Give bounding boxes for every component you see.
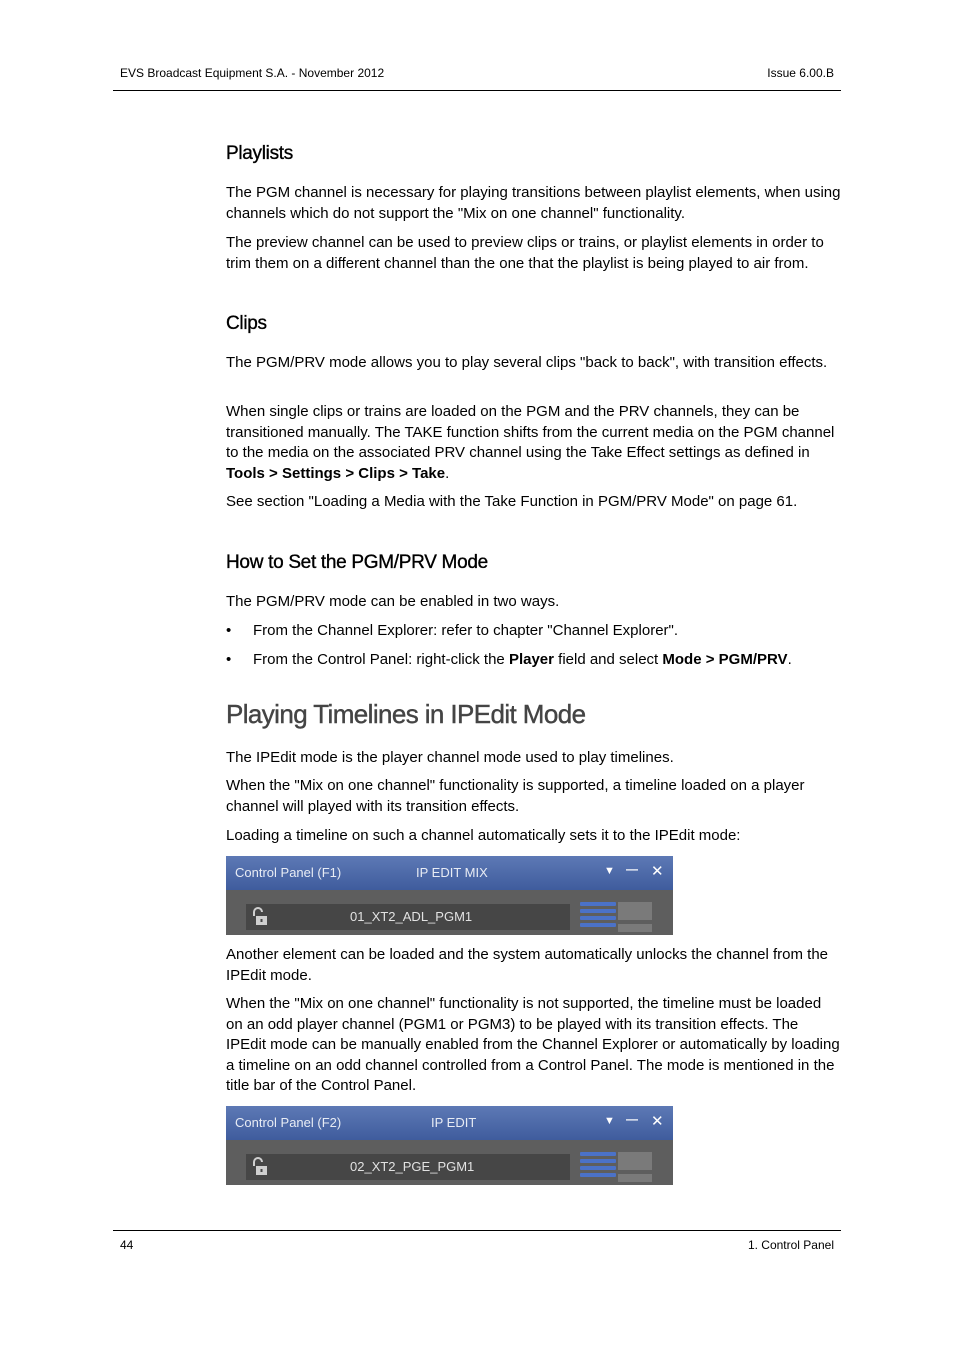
howto-b2-b: field and select — [553, 651, 663, 668]
howto-bullet-2 — [253, 650, 843, 671]
howto-intro: The PGM/PRV mode can be enabled in two ways. — [226, 593, 560, 610]
panel-button-lower[interactable] — [618, 1174, 652, 1182]
panel-title-bar[interactable] — [226, 1106, 673, 1140]
header-left: EVS Broadcast Equipment S.A. - November 2012 — [120, 66, 385, 80]
clips-p2-menu-path: Tools > Settings > Clips > Take — [226, 464, 446, 482]
close-icon[interactable]: ✕ — [651, 863, 664, 880]
panel-mode-label: IP EDIT — [431, 1115, 477, 1130]
loaded-clip-name: 01_XT2_ADL_PGM1 — [350, 909, 473, 924]
clips-heading: Clips — [226, 313, 267, 334]
ipedit-paragraph-2: When the "Mix on one channel" functionality is supported, a timeline loaded on a player channel will played with its transition effects. — [226, 777, 805, 815]
header-right: Issue 6.00.B — [767, 66, 834, 80]
footer-chapter: 1. Control Panel — [747, 1238, 834, 1252]
loaded-clip-name: 02_XT2_PGE_PGM1 — [350, 1159, 475, 1174]
ipedit-paragraph-5: When the "Mix on one channel" functionality is not supported, the timeline must be loaded on an odd player channel (PGM1 or PGM3) to be played with its transition effects. The IPEdit mode can be manually enabled from the Channel Explorer or automatically by loading a timeline on an odd channel controlled from a Control Panel. The mode is mentioned in the title bar of the Control Panel. — [226, 995, 840, 1094]
control-panel-f2 — [226, 1106, 673, 1185]
clips-p2-text: When single clips or trains are loaded on the PGM and the PRV channels, they can be transitioned manually. The TAKE function shifts from the current media on the PGM channel to the media on the associated PRV channel using the Take Effect settings as defined in — [226, 403, 835, 461]
minimize-icon[interactable]: — — [626, 862, 638, 876]
howto-b2-mode: Mode > PGM/PRV — [662, 651, 788, 668]
howto-bullet-1: From the Channel Explorer: refer to chapter "Channel Explorer". — [253, 622, 679, 639]
panel-title-bar[interactable] — [226, 856, 673, 890]
ipedit-paragraph-1: The IPEdit mode is the player channel mode used to play timelines. — [226, 749, 674, 766]
minimize-icon[interactable]: — — [626, 1112, 638, 1126]
unlock-icon[interactable] — [251, 1157, 268, 1177]
channel-bars-icon[interactable] — [580, 902, 616, 932]
ipedit-heading: Playing Timelines in IPEdit Mode — [226, 699, 586, 729]
howto-b2-c: . — [787, 651, 792, 668]
ipedit-paragraph-3: Loading a timeline on such a channel automatically sets it to the IPEdit mode: — [226, 827, 741, 844]
player-field[interactable] — [246, 1154, 570, 1180]
control-panel-f1 — [226, 856, 673, 935]
clips-paragraph-2 — [226, 402, 841, 484]
playlists-paragraph-2: The preview channel can be used to preview clips or trains, or playlist elements in order to trim them on a different channel than the one that the playlist is being played to air from. — [226, 234, 824, 272]
panel-button-lower[interactable] — [618, 924, 652, 932]
clips-paragraph-3: See section "Loading a Media with the Take Function in PGM/PRV Mode" on page 61. — [226, 493, 798, 510]
playlists-heading: Playlists — [226, 143, 293, 164]
player-field[interactable] — [246, 904, 570, 930]
bullet-marker-2: • — [226, 651, 232, 668]
panel-body — [226, 1140, 673, 1185]
close-icon[interactable]: ✕ — [651, 1113, 664, 1130]
howto-heading: How to Set the PGM/PRV Mode — [226, 552, 488, 573]
clips-paragraph-1: The PGM/PRV mode allows you to play several clips "back to back", with transition effects. — [226, 354, 828, 371]
howto-b2-a: From the Control Panel: right-click the — [253, 651, 509, 668]
header-rule — [113, 90, 841, 91]
panel-button[interactable] — [618, 902, 652, 920]
panel-mode-label: IP EDIT MIX — [416, 865, 488, 880]
panel-title: Control Panel (F2) — [235, 1115, 342, 1130]
channel-bars-icon[interactable] — [580, 1152, 616, 1182]
panel-button[interactable] — [618, 1152, 652, 1170]
unlock-icon[interactable] — [251, 907, 268, 927]
dropdown-icon[interactable]: ▼ — [604, 1115, 615, 1127]
panel-body — [226, 890, 673, 935]
page-number: 44 — [120, 1238, 134, 1252]
dropdown-icon[interactable]: ▼ — [604, 865, 615, 877]
panel-title: Control Panel (F1) — [235, 865, 342, 880]
clips-p2-end: . — [445, 464, 450, 482]
footer-rule — [113, 1230, 841, 1231]
playlists-paragraph-1: The PGM channel is necessary for playing transitions between playlist elements, when using channels which do not support the "Mix on one channel" functionality. — [226, 184, 841, 222]
ipedit-paragraph-4: Another element can be loaded and the system automatically unlocks the channel from the IPEdit mode. — [226, 946, 829, 984]
howto-b2-player: Player — [508, 651, 554, 668]
bullet-marker-1: • — [226, 622, 232, 639]
